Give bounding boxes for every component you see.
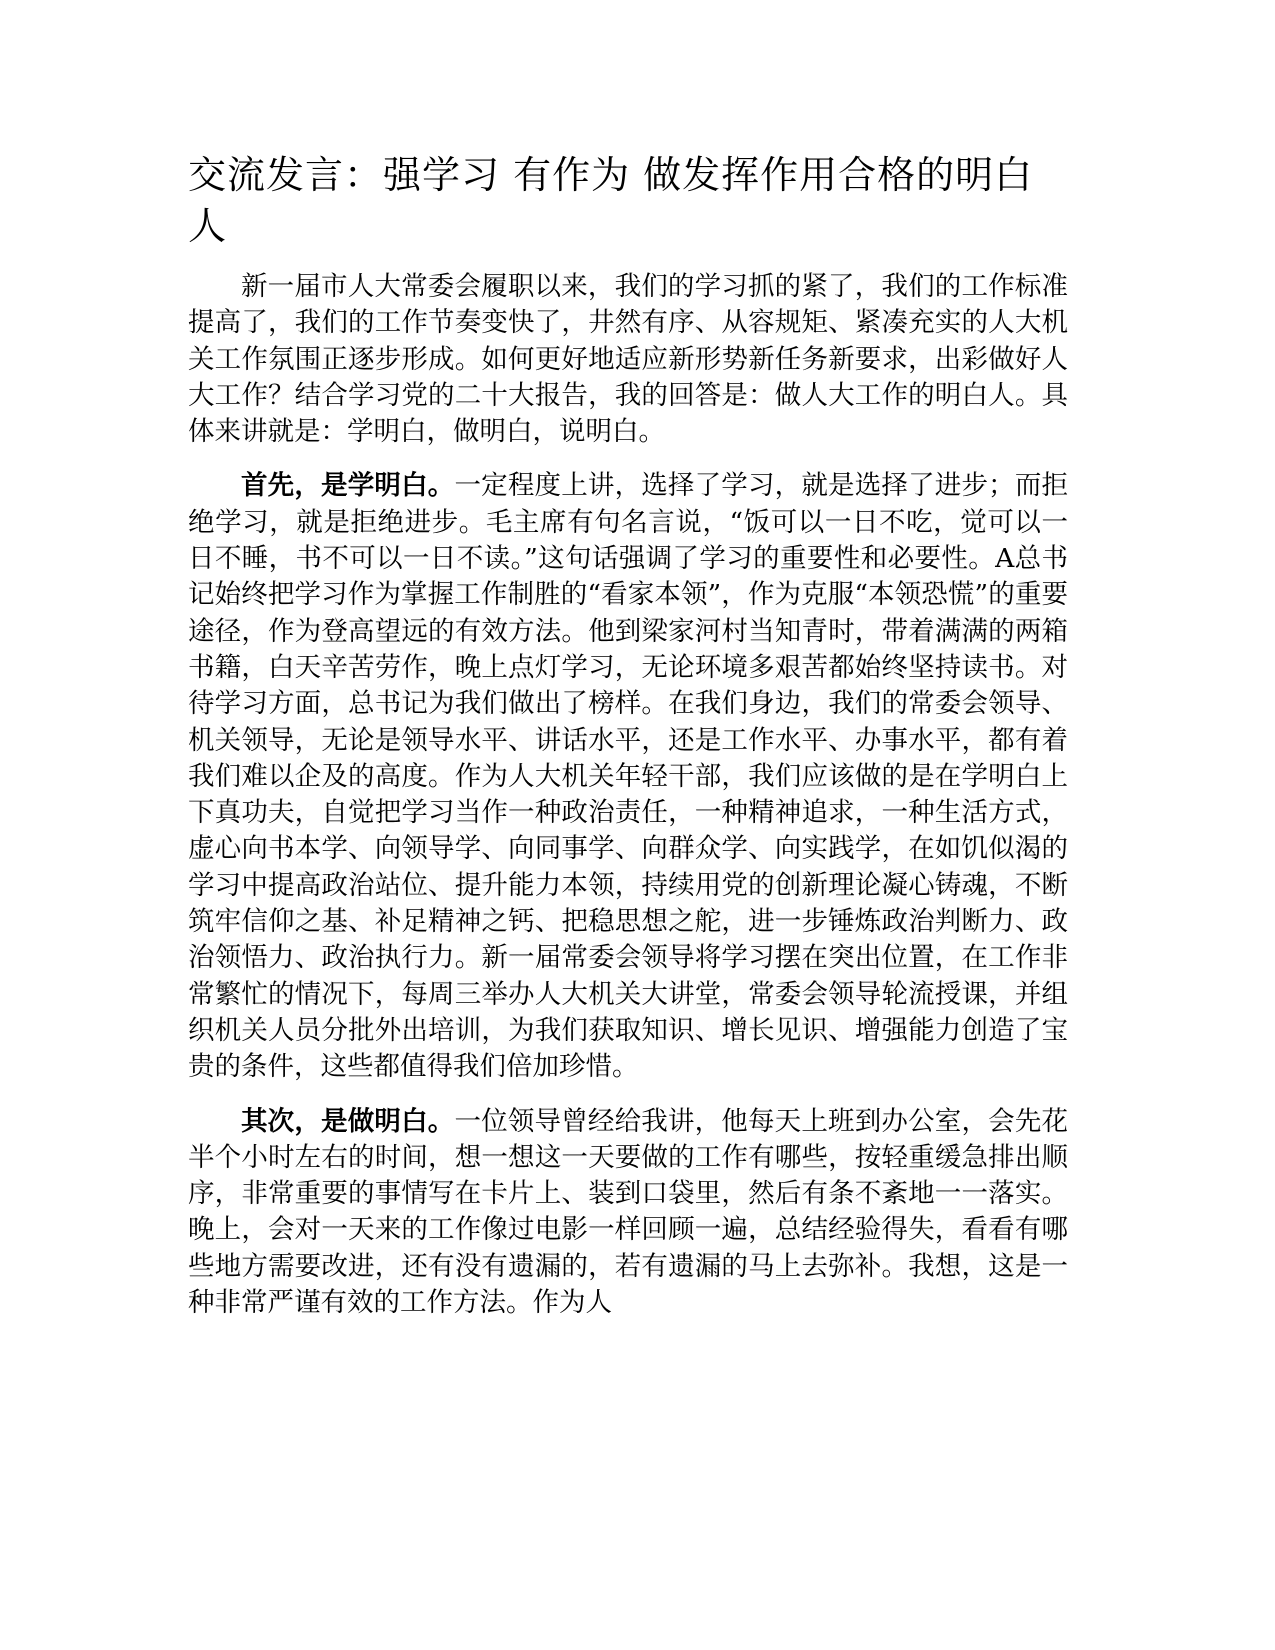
paragraph-text: 一定程度上讲，选择了学习，就是选择了进步；而拒绝学习，就是拒绝进步。毛主席有句名言说，“饭可以一日不吃，觉可以一日不睡，书不可以一日不读。”这句话强调了学习的重要性和必要性。A总书记始终把学习作为掌握工作制胜的“看家本领”，作为克服“本领恐慌”的重要途径，作为登高望远的有效方法。他到梁家河村当知青时，带着满满的两箱书籍，白天辛苦劳作，晚上点灯学习，无论环境多艰苦都始终坚持读书。对待学习方面，总书记为我们做出了榜样。在我们身边，我们的常委会领导、机关领导，无论是领导水平、讲话水平，还是工作水平、办事水平，都有着我们难以企及的高度。作为人大机关年轻干部，我们应该做的是在学明白上下真功夫，自觉把学习当作一种政治责任，一种精神追求，一种生活方式，虚心向书本学、向领导学、向同事学、向群众学、向实践学，在如饥似渴的学习中提高政治站位、提升能力本领，持续用党的创新理论凝心铸魂，不断筑牢信仰之基、补足精神之钙、把稳思想之舵，进一步锤炼政治判断力、政治领悟力、政治执行力。新一届常委会领导将学习摆在突出位置，在工作非常繁忙的情况下，每周三举办人大机关大讲堂，常委会领导轮流授课，并组织机关人员分批外出培训，为我们获取知识、增长见识、增强能力创造了宝贵的条件，这些都值得我们倍加珍惜。	[188, 470, 1069, 1083]
paragraph-text: 新一届市人大常委会履职以来，我们的学习抓的紧了，我们的工作标准提高了，我们的工作节奏变快了，井然有序、从容规矩、紧凑充实的人大机关工作氛围正逐步形成。如何更好地适应新形势新任务新要求，出彩做好人大工作？结合学习党的二十大报告，我的回答是：做人大工作的明白人。具体来讲就是：学明白，做明白，说明白。	[188, 271, 1068, 448]
paragraph-learn	[188, 468, 1068, 1085]
paragraph-lead: 其次，是做明白。	[241, 1105, 455, 1137]
document-page	[188, 150, 1068, 1339]
document-title: 交流发言：强学习 有作为 做发挥作用合格的明白人	[188, 153, 1034, 248]
paragraph-text: 一位领导曾经给我讲，他每天上班到办公室，会先花半个小时左右的时间，想一想这一天要做的工作有哪些，按轻重缓急排出顺序，非常重要的事情写在卡片上、装到口袋里，然后有条不紊地一一落实。晚上，会对一天来的工作像过电影一样回顾一遍，总结经验得失，看看有哪些地方需要改进，还有没有遗漏的，若有遗漏的马上去弥补。我想，这是一种非常严谨有效的工作方法。作为人	[188, 1105, 1069, 1319]
paragraph-lead: 首先，是学明白。	[241, 470, 455, 502]
paragraph-intro	[188, 269, 1068, 450]
paragraph-do	[188, 1104, 1068, 1322]
